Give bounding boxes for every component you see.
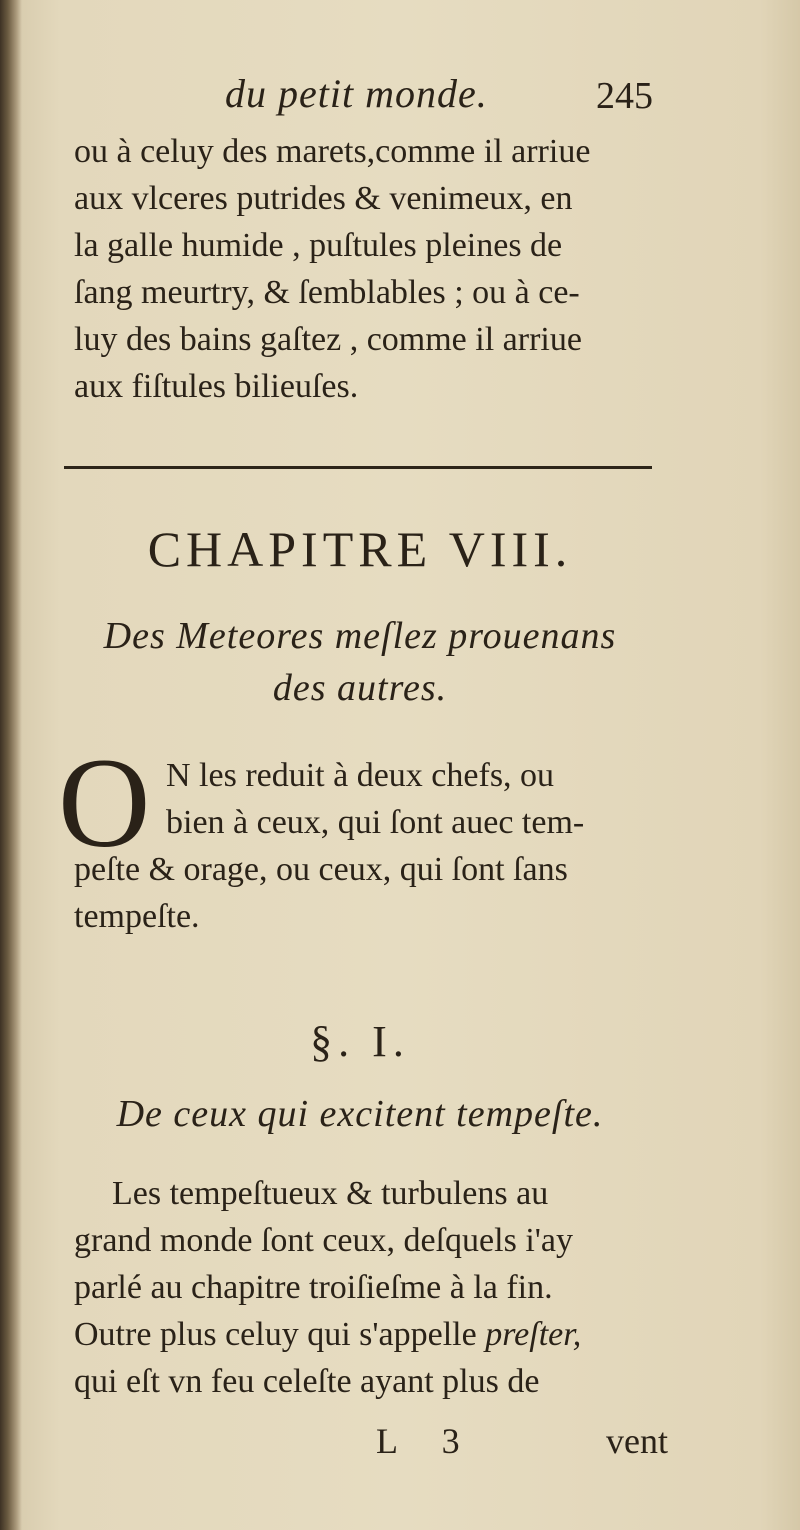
text-line [74, 1311, 666, 1358]
text-line-start: Outre plus celuy qui s'appelle [74, 1316, 486, 1353]
intro-paragraph [74, 752, 666, 940]
subtitle-line: des autres. [272, 667, 448, 709]
page-header [225, 70, 665, 120]
text-line: peſte & orage, ou ceux, qui ſont ſans [74, 851, 568, 888]
top-paragraph [74, 128, 666, 410]
text-line: qui eſt vn feu celeſte ayant plus de [74, 1363, 540, 1400]
text-line: la galle humide , puſtules pleines de [74, 227, 563, 264]
drop-cap: O [58, 732, 151, 874]
section-title: De ceux qui excitent tempeſte. [116, 1093, 604, 1135]
page-footer [64, 1420, 668, 1470]
text-line: luy des bains gaſtez , comme il arriue [74, 321, 582, 358]
text-line: N les reduit à deux chefs, ou [166, 757, 555, 794]
chapter-title: CHAPITRE VIII. [147, 521, 573, 577]
subtitle-line: Des Meteores meſlez prouenans [103, 615, 617, 657]
signature-mark: L 3 [376, 1421, 478, 1461]
section-mark: §. I. [310, 1017, 410, 1066]
body-paragraph [74, 1170, 666, 1405]
chapter-subtitle [64, 610, 656, 714]
italic-word: preſter, [485, 1316, 582, 1353]
text-line: aux vlceres putrides & venimeux, en [74, 180, 573, 217]
divider-rule [64, 466, 652, 469]
text-line: bien à ceux, qui ſont auec tem- [166, 804, 585, 841]
text-line: grand monde ſont ceux, deſquels i'ay [74, 1222, 573, 1259]
text-line: ou à celuy des marets,comme il arriue [74, 133, 591, 170]
text-line: Les tempeſtueux & turbulens au [112, 1175, 549, 1212]
page-number: 245 [596, 75, 653, 117]
binding-gutter [0, 0, 22, 1530]
catchword: vent [606, 1421, 668, 1461]
text-line: tempeſte. [74, 898, 200, 935]
running-title: du petit monde. [225, 71, 488, 116]
text-line: aux fiſtules bilieuſes. [74, 368, 359, 405]
text-line: parlé au chapitre troiſieſme à la fin. [74, 1269, 553, 1306]
text-line: ſang meurtry, & ſemblables ; ou à ce- [74, 274, 580, 311]
